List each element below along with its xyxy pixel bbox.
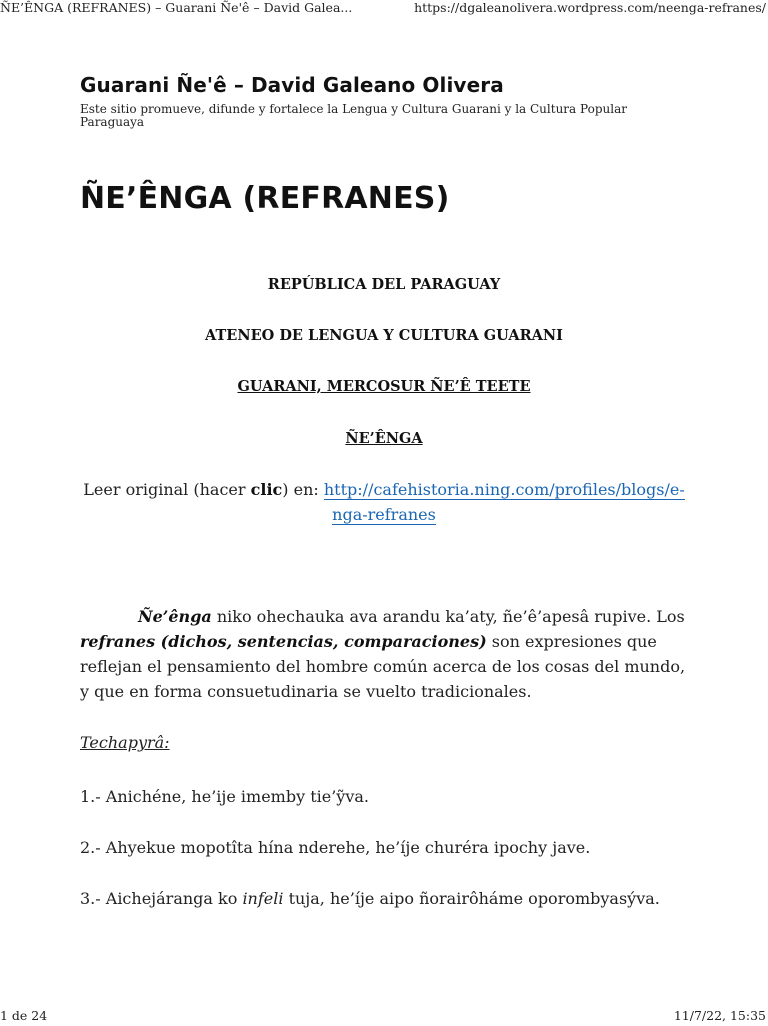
heading-course: GUARANI, MERCOSUR ÑE’Ê TEETE bbox=[237, 378, 531, 395]
source-link-line1[interactable]: http://cafehistoria.ning.com/profiles/blogs/e- bbox=[323, 480, 685, 499]
site-tagline: Este sitio promueve, difunde y fortalece la Lengua y Cultura Guarani y la Cultura Popular Paraguaya bbox=[80, 102, 627, 129]
heading-topic: ÑE’ÊNGA bbox=[345, 430, 423, 447]
site-header bbox=[80, 73, 680, 129]
intro-part1: niko ohechauka ava arandu ka’aty, ñe’ê’apesâ rupive. Los bbox=[211, 607, 685, 626]
list-item: 1.- Anichéne, he’ije imemby tie’ỹva. bbox=[80, 787, 370, 806]
print-header bbox=[0, 0, 768, 18]
examples-label: Techapyrâ: bbox=[80, 733, 170, 752]
intro-term: Ñe’ênga bbox=[138, 607, 212, 626]
heading-country: REPÚBLICA DEL PARAGUAY bbox=[267, 276, 501, 293]
list-item: 2.- Ahyekue mopotîta hína nderehe, he’íje churéra ipochy jave. bbox=[80, 838, 591, 857]
intro-term2: refranes (dichos, sentencias, comparaciones) bbox=[80, 632, 487, 651]
source-middle: ) en: bbox=[282, 480, 324, 499]
print-header-title: ÑE’ÊNGA (REFRANES) – Guarani Ñe'ê – David Galea... bbox=[0, 0, 353, 15]
print-header-url: https://dgaleanolivera.wordpress.com/neenga-refranes/ bbox=[414, 0, 766, 15]
article bbox=[80, 181, 688, 908]
source-link-line2[interactable]: nga-refranes bbox=[332, 505, 436, 524]
source-link[interactable] bbox=[324, 480, 685, 525]
source-prefix: Leer original (hacer bbox=[83, 480, 251, 499]
print-footer bbox=[0, 1008, 768, 1026]
site-title[interactable]: Guarani Ñe'ê – David Galeano Olivera bbox=[80, 73, 504, 97]
list-item-em: infeli bbox=[242, 889, 284, 908]
list-item bbox=[80, 886, 688, 911]
intro-paragraph bbox=[80, 604, 688, 704]
intro-part2: son expresiones que reflejan el pensamiento del hombre común acerca de los cosas del mundo, y que en forma consuetudinaria se vuelto tradicionales. bbox=[80, 632, 686, 701]
print-datetime: 11/7/22, 15:35 bbox=[673, 1008, 766, 1023]
heading-institution: ATENEO DE LENGUA Y CULTURA GUARANI bbox=[205, 327, 563, 344]
list-item-after: tuja, he’íje aipo ñorairôháme oporombyasýva. bbox=[283, 889, 660, 908]
source-clic: clic bbox=[250, 480, 283, 499]
page-counter: 1 de 24 bbox=[0, 1008, 48, 1023]
source-line bbox=[80, 477, 688, 527]
list-item-before: 3.- Aichejáranga ko bbox=[80, 889, 243, 908]
entry-title: ÑE’ÊNGA (REFRANES) bbox=[80, 181, 450, 216]
